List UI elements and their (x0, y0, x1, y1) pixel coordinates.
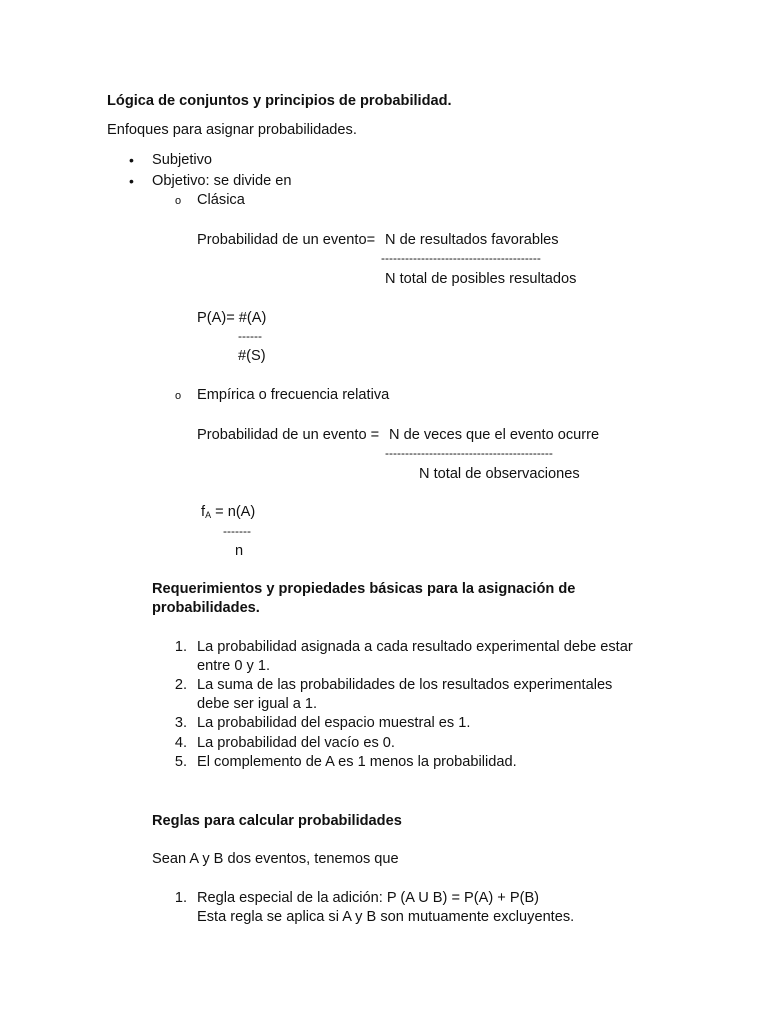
requirement-2-line1: La suma de las probabilidades de los resultados experimentales (197, 677, 613, 693)
requirement-2-line2: debe ser igual a 1. (197, 696, 318, 712)
list-number: 3. (174, 715, 187, 731)
rules-heading: Reglas para calcular probabilidades (152, 813, 402, 829)
frequency-subscript: A (205, 510, 212, 520)
requirement-5: El complemento de A es 1 menos la probabilidad. (197, 754, 517, 770)
approach-subjective: Subjetivo (152, 152, 213, 168)
rule-1-line2: Esta regla se aplica si A y B son mutuamente excluyentes. (197, 909, 575, 925)
empirical-heading: Empírica o frecuencia relativa (197, 387, 390, 403)
rules-intro: Sean A y B dos eventos, tenemos que (152, 851, 399, 867)
classical-short-line: ------ (238, 329, 262, 343)
requirement-3: La probabilidad del espacio muestral es 1. (197, 715, 471, 731)
empirical-formula-left: Probabilidad de un evento = (197, 427, 380, 443)
requirement-1-line1: La probabilidad asignada a cada resultado experimental debe estar (197, 639, 633, 655)
classical-fraction-line: ---------------------------------------- (381, 251, 541, 265)
intro-text: Enfoques para asignar probabilidades. (107, 122, 357, 138)
list-number: 4. (174, 735, 187, 751)
empirical-numerator: N de veces que el evento ocurre (389, 427, 600, 443)
approach-objective: Objetivo: se divide en (152, 173, 292, 189)
frequency-rest: = n(A) (211, 504, 256, 520)
list-number: 1. (174, 639, 187, 655)
requirements-heading-line2: probabilidades. (152, 600, 260, 616)
empirical-denominator: N total de observaciones (419, 466, 580, 482)
sub-bullet-marker: o (175, 390, 182, 402)
rule-1-line1: Regla especial de la adición: P (A U B) = P(A) + P(B) (197, 890, 540, 906)
classical-short-denominator: #(S) (238, 348, 266, 364)
list-number: 1. (174, 890, 187, 906)
requirement-4: La probabilidad del vacío es 0. (197, 735, 395, 751)
classical-heading: Clásica (197, 192, 245, 208)
sub-bullet-marker: o (175, 195, 182, 207)
classical-short-formula: P(A)= #(A) (197, 310, 267, 326)
empirical-short-formula (201, 503, 255, 525)
classical-formula-left: Probabilidad de un evento= (197, 232, 376, 248)
bullet-marker: • (129, 152, 134, 168)
empirical-short-line: ------- (223, 524, 251, 538)
classical-denominator: N total de posibles resultados (385, 271, 577, 287)
frequency-symbol: f (201, 504, 206, 520)
empirical-fraction-line: ------------------------------------------ (385, 446, 553, 460)
classical-numerator: N de resultados favorables (385, 232, 559, 248)
requirements-heading-line1: Requerimientos y propiedades básicas para la asignación de (152, 581, 576, 597)
empirical-short-denominator: n (235, 543, 244, 559)
requirement-1-line2: entre 0 y 1. (197, 658, 271, 674)
document-title: Lógica de conjuntos y principios de probabilidad. (107, 93, 452, 109)
bullet-marker: • (129, 173, 134, 189)
list-number: 2. (174, 677, 187, 693)
list-number: 5. (174, 754, 187, 770)
